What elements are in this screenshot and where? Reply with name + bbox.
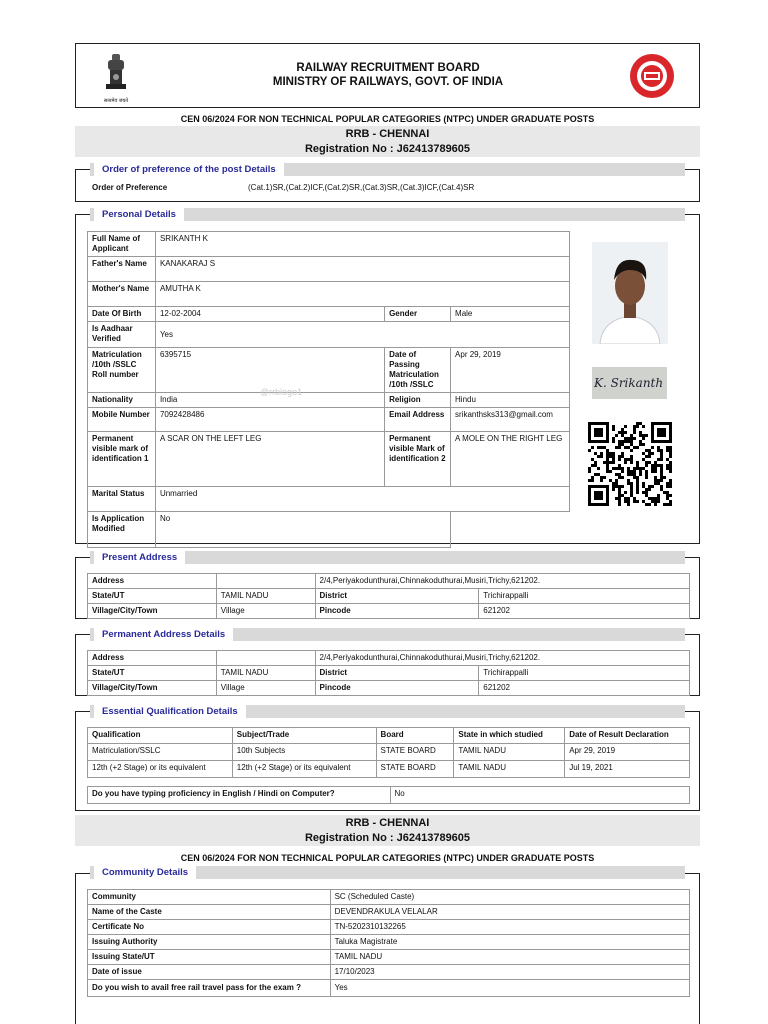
community-table (87, 889, 690, 997)
empty-cell (216, 574, 315, 589)
table-row (88, 681, 690, 696)
state-value: TAMIL NADU (216, 666, 315, 681)
roll-number-label: Matriculation /10th /SSLC Roll number (88, 348, 156, 393)
registration-number: Registration No : J62413789605 (304, 143, 471, 155)
table-cell: 12th (+2 Stage) or its equivalent (232, 761, 376, 778)
table-row (88, 761, 690, 778)
identification-mark-1-value: A SCAR ON THE LEFT LEG (155, 432, 384, 487)
address-label: Address (88, 651, 217, 666)
modified-value: No (155, 512, 450, 548)
table-row (88, 950, 690, 965)
community-label: Community (88, 890, 331, 905)
watermark-text: @rrblogo1 (260, 387, 303, 397)
table-row (88, 257, 570, 282)
table-cell: TAMIL NADU (454, 761, 565, 778)
community-section-title: Community Details (94, 866, 196, 879)
table-row (88, 282, 570, 307)
address-value: 2/4,Periyakodunthurai,Chinnakoduthurai,Musiri,Trichy,621202. (315, 574, 689, 589)
aadhaar-value: Yes (155, 322, 569, 348)
passing-date-label: Date of Passing Matriculation /10th /SSLC (385, 348, 451, 393)
pincode-label: Pincode (315, 604, 479, 619)
certificate-label: Certificate No (88, 920, 331, 935)
full-name-value: SRIKANTH K (155, 232, 569, 257)
table-row (88, 744, 690, 761)
roll-number-value: 6395715 (155, 348, 384, 393)
table-row (88, 604, 690, 619)
personal-section-title: Personal Details (94, 208, 184, 221)
page-subtitle: MINISTRY OF RAILWAYS, GOVT. OF INDIA (272, 76, 504, 88)
issue-date-value: 17/10/2023 (330, 965, 689, 980)
table-cell: 12th (+2 Stage) or its equivalent (88, 761, 233, 778)
permanent-address-section-title: Permanent Address Details (94, 628, 233, 641)
dob-value: 12-02-2004 (155, 307, 384, 322)
pincode-value: 621202 (479, 681, 690, 696)
table-row (88, 307, 570, 322)
preference-section-title: Order of preference of the post Details (94, 163, 284, 176)
table-row (88, 393, 570, 408)
issue-date-label: Date of issue (88, 965, 331, 980)
emblem-caption: सत्यमेव जयते (103, 98, 129, 104)
column-header: Date of Result Declaration (565, 728, 690, 744)
table-row (88, 935, 690, 950)
table-row (88, 232, 570, 257)
religion-value: Hindu (451, 393, 570, 408)
table-row (88, 905, 690, 920)
identification-mark-2-label: Permanent visible Mark of identification 2 (385, 432, 451, 487)
page2-rrb-name: RRB - CHENNAI (345, 817, 430, 829)
cen-line: CEN 06/2024 FOR NON TECHNICAL POPULAR CATEGORIES (NTPC) UNDER GRADUATE POSTS (180, 114, 595, 124)
issuing-authority-label: Issuing Authority (88, 935, 331, 950)
qualification-section-title: Essential Qualification Details (94, 705, 246, 718)
rail-pass-value: Yes (330, 980, 689, 997)
table-row (88, 589, 690, 604)
full-name-label: Full Name of Applicant (88, 232, 156, 257)
table-cell: Matriculation/SSLC (88, 744, 233, 761)
aadhaar-label: Is Aadhaar Verified (88, 322, 156, 348)
state-label: State/UT (88, 589, 217, 604)
caste-label: Name of the Caste (88, 905, 331, 920)
empty-cell (216, 651, 315, 666)
table-row (88, 322, 570, 348)
mother-name-value: AMUTHA K (155, 282, 569, 307)
table-row (88, 432, 570, 487)
personal-details-table (87, 231, 570, 548)
column-header: Subject/Trade (232, 728, 376, 744)
page2-cen-line: CEN 06/2024 FOR NON TECHNICAL POPULAR CATEGORIES (NTPC) UNDER GRADUATE POSTS (180, 853, 595, 863)
qr-code-icon (588, 422, 672, 506)
column-header: Board (376, 728, 454, 744)
table-cell: Apr 29, 2019 (565, 744, 690, 761)
table-cell: 10th Subjects (232, 744, 376, 761)
signature-text: K. Srikanth (594, 376, 664, 390)
state-value: TAMIL NADU (216, 589, 315, 604)
gender-label: Gender (385, 307, 451, 322)
table-header-row (88, 728, 690, 744)
table-cell: Jul 19, 2021 (565, 761, 690, 778)
identification-mark-1-label: Permanent visible mark of identification 1 (88, 432, 156, 487)
dob-label: Date Of Birth (88, 307, 156, 322)
district-value: Trichirappalli (479, 589, 690, 604)
pincode-value: 621202 (479, 604, 690, 619)
typing-label: Do you have typing proficiency in English / Hindi on Computer? (88, 787, 391, 804)
village-value: Village (216, 681, 315, 696)
district-value: Trichirappalli (479, 666, 690, 681)
gender-value: Male (451, 307, 570, 322)
state-label: State/UT (88, 666, 217, 681)
empty-cell (451, 512, 570, 548)
ashoka-emblem-icon (101, 50, 131, 102)
district-label: District (315, 666, 479, 681)
district-label: District (315, 589, 479, 604)
mobile-value: 7092428486 (155, 408, 384, 432)
email-value: srikanthsks313@gmail.com (451, 408, 570, 432)
identification-mark-2-value: A MOLE ON THE RIGHT LEG (451, 432, 570, 487)
mother-name-label: Mother's Name (88, 282, 156, 307)
father-name-value: KANAKARAJ S (155, 257, 569, 282)
religion-label: Religion (385, 393, 451, 408)
marital-status-label: Marital Status (88, 487, 156, 512)
issuing-authority-value: Taluka Magistrate (330, 935, 689, 950)
typing-value: No (390, 787, 689, 804)
marital-status-value: Unmarried (155, 487, 569, 512)
nationality-value: India (155, 393, 384, 408)
column-header: State in which studied (454, 728, 565, 744)
table-row (88, 920, 690, 935)
table-row (88, 980, 690, 997)
table-row (88, 787, 690, 804)
certificate-value: TN-5202310132265 (330, 920, 689, 935)
address-value: 2/4,Periyakodunthurai,Chinnakoduthurai,Musiri,Trichy,621202. (315, 651, 689, 666)
village-label: Village/City/Town (88, 681, 217, 696)
rrb-name: RRB - CHENNAI (345, 128, 430, 140)
applicant-signature (592, 367, 667, 399)
table-row (88, 574, 690, 589)
table-row (88, 487, 570, 512)
village-label: Village/City/Town (88, 604, 217, 619)
passing-date-value: Apr 29, 2019 (451, 348, 570, 393)
page2-registration-number: Registration No : J62413789605 (304, 832, 471, 844)
preference-value: (Cat.1)SR,(Cat.2)ICF,(Cat.2)SR,(Cat.3)SR,(Cat.3)ICF,(Cat.4)SR (248, 183, 475, 192)
preference-label: Order of Preference (92, 183, 168, 192)
indian-railways-logo-icon (628, 52, 676, 100)
qualification-table (87, 727, 690, 778)
table-cell: STATE BOARD (376, 761, 454, 778)
father-name-label: Father's Name (88, 257, 156, 282)
table-cell: STATE BOARD (376, 744, 454, 761)
table-row (88, 512, 570, 548)
issuing-state-label: Issuing State/UT (88, 950, 331, 965)
nationality-label: Nationality (88, 393, 156, 408)
table-row (88, 651, 690, 666)
permanent-address-table (87, 650, 690, 696)
village-value: Village (216, 604, 315, 619)
mobile-label: Mobile Number (88, 408, 156, 432)
typing-table (87, 786, 690, 804)
email-label: Email Address (385, 408, 451, 432)
address-label: Address (88, 574, 217, 589)
community-value: SC (Scheduled Caste) (330, 890, 689, 905)
issuing-state-value: TAMIL NADU (330, 950, 689, 965)
table-row (88, 890, 690, 905)
table-cell: TAMIL NADU (454, 744, 565, 761)
caste-value: DEVENDRAKULA VELALAR (330, 905, 689, 920)
table-row (88, 666, 690, 681)
page-title: RAILWAY RECRUITMENT BOARD (296, 62, 480, 74)
table-row (88, 348, 570, 393)
table-row (88, 965, 690, 980)
column-header: Qualification (88, 728, 233, 744)
pincode-label: Pincode (315, 681, 479, 696)
present-address-table (87, 573, 690, 619)
modified-label: Is Application Modified (88, 512, 156, 548)
present-address-section-title: Present Address (94, 551, 185, 564)
table-row (88, 408, 570, 432)
rail-pass-label: Do you wish to avail free rail travel pass for the exam ? (88, 980, 331, 997)
applicant-photo (592, 242, 668, 344)
